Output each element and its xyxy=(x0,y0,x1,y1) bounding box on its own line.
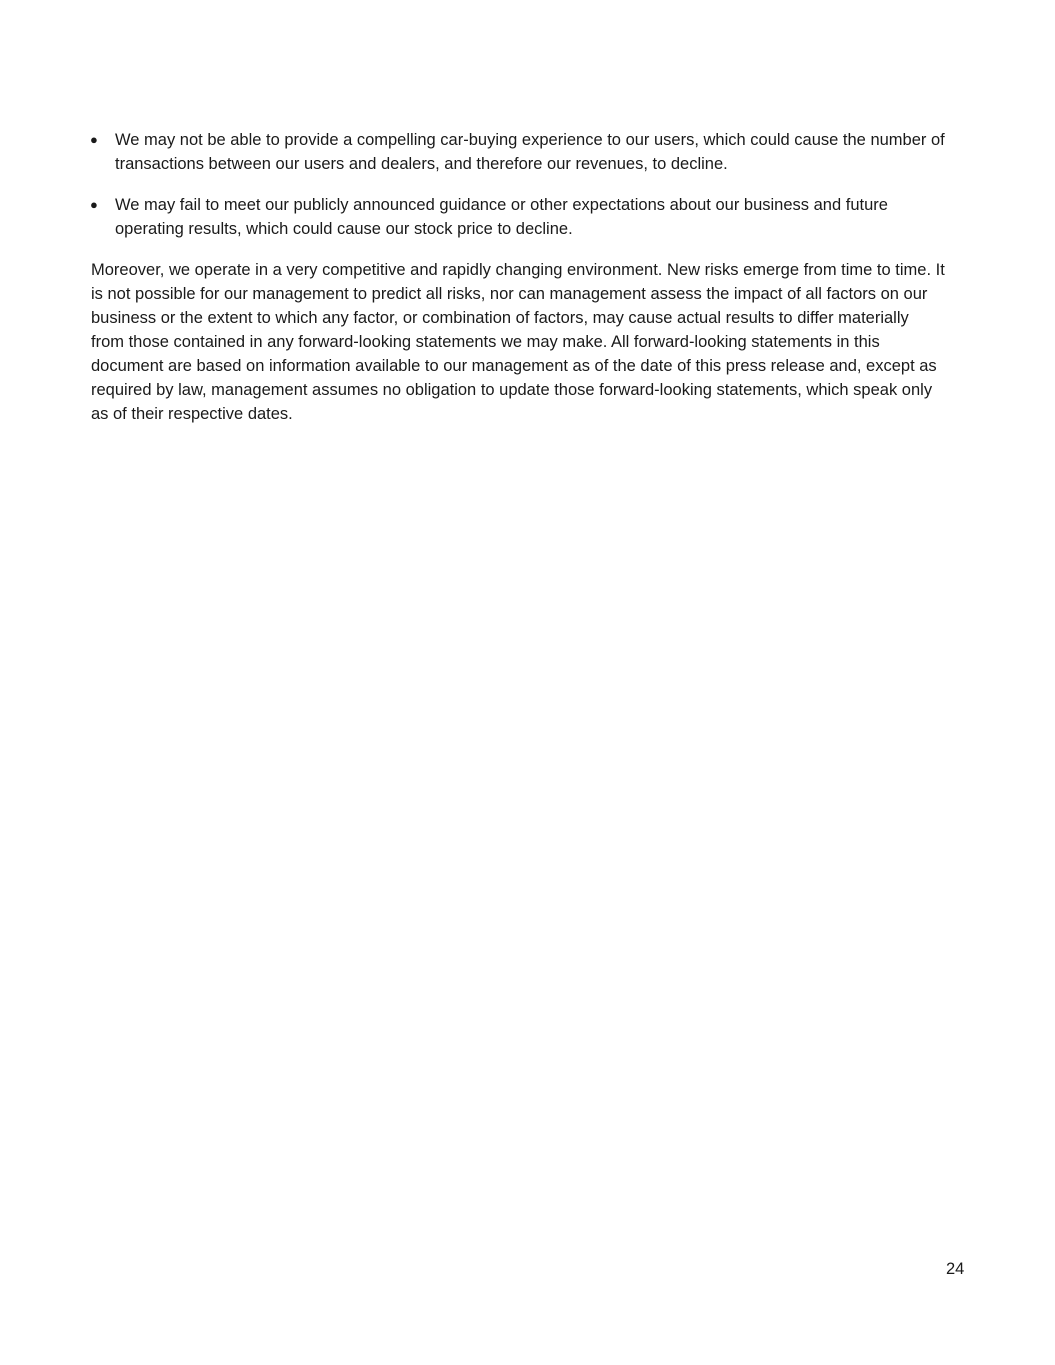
bullet-icon: ● xyxy=(90,132,98,147)
bullet-text: We may not be able to provide a compelling car-buying experience to our users, which could cause the number of transactions between our users and dealers, and therefore our revenues, to decline. xyxy=(115,131,945,173)
bullet-icon: ● xyxy=(90,197,98,212)
bullet-text: We may fail to meet our publicly announced guidance or other expectations about our business and future operating results, which could cause our stock price to decline. xyxy=(115,196,888,238)
page-content xyxy=(91,128,951,426)
page-number: 24 xyxy=(946,1260,965,1278)
risk-bullet-list xyxy=(91,128,951,241)
body-paragraph: Moreover, we operate in a very competitive and rapidly changing environment. New risks emerge from time to time. It is not possible for our management to predict all risks, nor can management assess the impact of all factors on our business or the extent to which any factor, or combination of factors, may cause actual results to differ materially from those contained in any forward-looking statements we may make. All forward-looking statements in this document are based on information available to our management as of the date of this press release and, except as required by law, management assumes no obligation to update those forward-looking statements, which speak only as of their respective dates. xyxy=(91,261,945,423)
list-item xyxy=(91,128,951,176)
list-item xyxy=(91,193,951,241)
